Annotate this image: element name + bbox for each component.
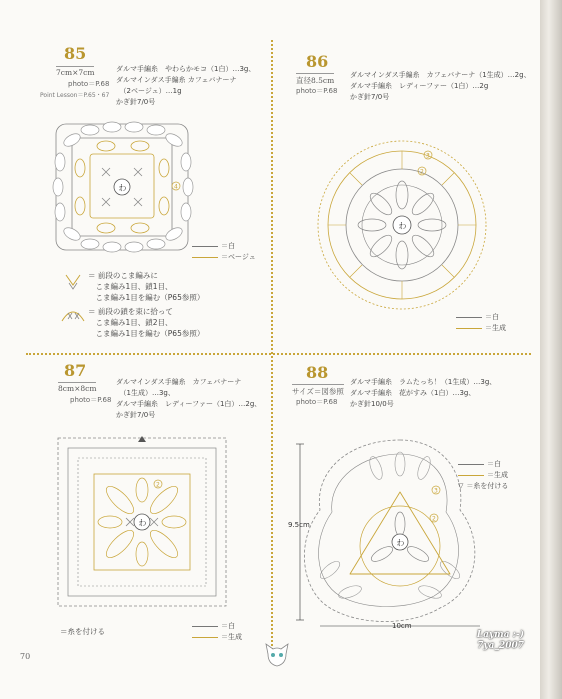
pattern-88-legend: [458, 459, 508, 492]
svg-text:わ: わ: [396, 538, 405, 548]
pattern-86-number: 86: [306, 52, 329, 71]
legend-white-label: ＝白: [485, 313, 499, 321]
svg-text:わ: わ: [138, 518, 147, 528]
yarn-line: ダルマ手編糸 レディーファー（1白）…2g、: [116, 400, 262, 408]
divider-vertical: [271, 40, 273, 650]
yarn-line: かぎ針7/0号: [116, 98, 156, 106]
legend-beige-label: ＝ベージュ: [221, 253, 256, 261]
note-line: こま編み1目を編む（P65参照）: [88, 329, 205, 338]
pattern-85-chart: [50, 118, 200, 258]
pattern-86-legend: [456, 312, 506, 334]
pattern-87-number: 87: [64, 361, 87, 380]
stitch-symbol-arch-icon: [58, 305, 88, 325]
legend-ecru-label: ＝生成: [485, 324, 506, 332]
yarn-line: ダルマインダス手編糸 カフェバナーナ: [116, 76, 237, 84]
pattern-85-number: 85: [64, 44, 87, 63]
pattern-86-yarn-list: [350, 70, 531, 103]
svg-text:3: 3: [426, 152, 430, 160]
pattern-86-size: 直径8.5cm: [296, 73, 334, 86]
note-line: こま編み1目、鎖2目、: [88, 318, 173, 327]
pattern-85-yarn-list: [116, 64, 255, 108]
pattern-85-size: 7cm×7cm: [56, 68, 95, 77]
stitch-symbol-v-icon: [60, 271, 86, 291]
pattern-88-number: 88: [306, 363, 329, 382]
pattern-88-height-dimension: 9.5cm: [288, 521, 310, 529]
pattern-88-yarn-list: [350, 377, 496, 410]
legend-white-label: ＝白: [221, 242, 235, 250]
pattern-88-chart: [290, 430, 486, 616]
yarn-line: ダルマ手編糸 ラムたっち！（1生成）…3g、: [350, 378, 497, 386]
note-line: ＝ 前段の鎖を束に拾って: [88, 307, 173, 316]
note-line: こま編み1目、鎖1目、: [88, 282, 173, 291]
legend-attach-label: ＝糸を付ける: [466, 482, 509, 490]
book-spine: [540, 0, 562, 699]
pattern-87-note: ＝糸を付ける: [60, 627, 105, 636]
pattern-88-size: サイズ＝図参照: [292, 384, 344, 397]
legend-ecru-label: ＝生成: [221, 633, 242, 641]
svg-text:わ: わ: [118, 183, 127, 193]
svg-text:わ: わ: [398, 221, 407, 231]
yarn-line: ダルマインダス手編糸 カフェバナーナ: [116, 378, 242, 386]
yarn-line: ダルマ手編糸 レディーファー（1白）…2g: [350, 82, 489, 90]
attach-yarn-icon: ▽: [458, 482, 464, 490]
note-line: ＝ 前段のこま編みに: [88, 271, 158, 280]
yarn-line: かぎ針7/0号: [350, 93, 390, 101]
pattern-85-note-1: [88, 270, 204, 303]
pattern-87-legend: [192, 621, 242, 643]
pattern-88-photo-ref: photo＝P.68: [296, 398, 338, 406]
svg-text:2: 2: [156, 481, 160, 489]
pattern-85-lesson-ref: Point Lesson＝P.65・67: [40, 92, 110, 99]
legend-ecru-label: ＝生成: [487, 471, 508, 479]
page-number: 70: [20, 652, 31, 661]
cat-illustration-icon: [262, 640, 292, 670]
note-line: こま編み1目を編む（P65参照）: [88, 293, 205, 302]
svg-text:3: 3: [434, 487, 438, 495]
signature-watermark: [477, 630, 524, 652]
pattern-85-legend: [192, 241, 256, 263]
yarn-line: ダルマ手編糸 花がすみ（1白）…3g、: [350, 389, 476, 397]
pattern-85-photo-ref: photo＝P.68: [68, 80, 110, 88]
yarn-line: ダルマ手編糸 やわらかモコ（1白）…3g、: [116, 65, 256, 73]
pattern-88-width-dimension: 10cm: [392, 622, 412, 630]
yarn-line: （2ベージュ）…1g: [116, 87, 182, 95]
divider-horizontal: [26, 353, 531, 355]
yarn-line: （1生成）…3g、: [116, 389, 175, 397]
svg-text:2: 2: [432, 515, 436, 523]
pattern-86-photo-ref: photo＝P.68: [296, 87, 338, 95]
pattern-87-chart: [54, 434, 230, 610]
pattern-87-photo-ref: photo＝P.68: [70, 396, 112, 404]
yarn-line: かぎ針7/0号: [116, 411, 156, 419]
pattern-87-yarn-list: [116, 377, 261, 421]
pattern-86-chart: [312, 125, 492, 325]
legend-white-label: ＝白: [221, 622, 235, 630]
signature-line: Layma :-): [476, 630, 524, 640]
yarn-line: かぎ針10/0号: [350, 400, 394, 408]
svg-text:2: 2: [420, 168, 424, 176]
svg-text:4: 4: [174, 183, 178, 191]
pattern-85-note-2: [88, 306, 204, 339]
yarn-line: ダルマインダス手編糸 カフェバナーナ（1生成）…2g、: [350, 71, 531, 79]
pattern-87-size: 8cm×8cm: [58, 384, 97, 393]
legend-white-label: ＝白: [487, 460, 501, 468]
signature-line: 7ya_2007: [477, 641, 524, 651]
